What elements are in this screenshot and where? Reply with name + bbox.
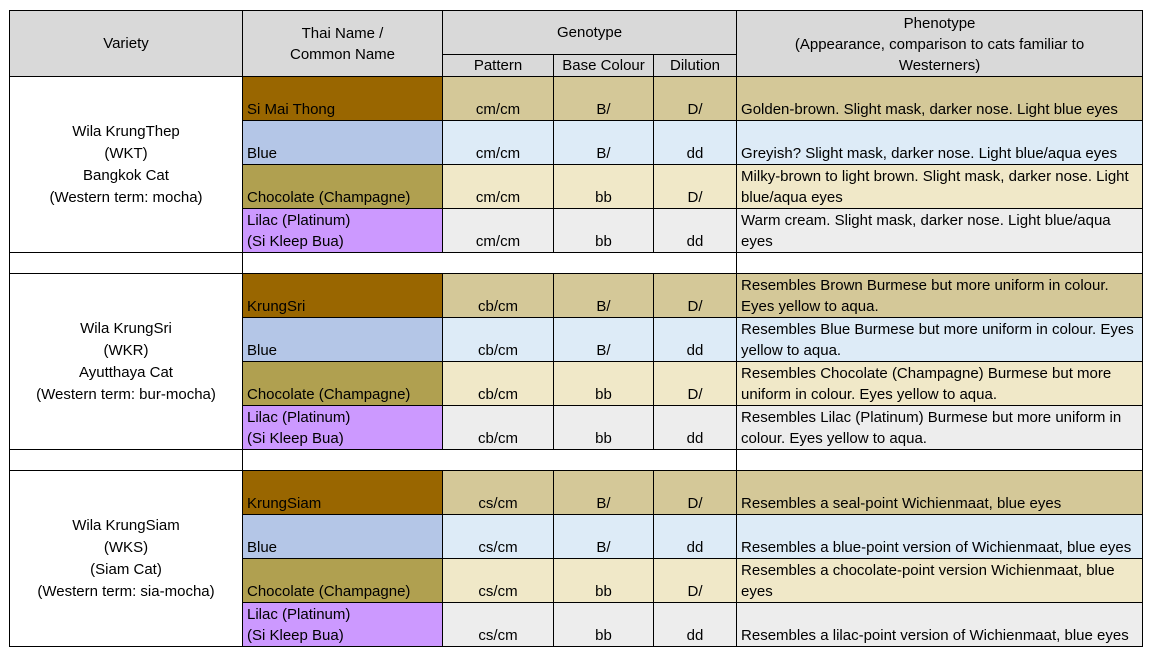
phenotype-cell — [737, 362, 1143, 406]
thai-name-cell — [243, 318, 443, 362]
table-body — [10, 77, 1143, 647]
dilution-cell-text: D/ — [687, 189, 703, 206]
thai-name-cell — [243, 165, 443, 209]
thai-name-cell — [243, 121, 443, 165]
spacer-cell — [737, 253, 1143, 274]
header-base-colour: Base Colour — [554, 55, 654, 77]
base-colour-cell — [554, 471, 654, 515]
phenotype-cell-text: Greyish? Slight mask, darker nose. Light blue/aqua eyes — [741, 145, 1118, 162]
pattern-cell — [443, 362, 554, 406]
thai-name-cell — [243, 209, 443, 253]
thai-name-cell-text: Blue — [247, 539, 278, 556]
dilution-cell-text: dd — [686, 539, 704, 556]
spacer-cell — [243, 450, 443, 471]
pattern-cell — [443, 603, 554, 647]
thai-name-cell — [243, 274, 443, 318]
phenotype-cell-text: Resembles a lilac-point version of Wichienmaat, blue eyes — [741, 627, 1129, 644]
variety-line: Wila KrungThep — [72, 122, 180, 140]
phenotype-cell — [737, 471, 1143, 515]
table-row — [10, 471, 1143, 515]
pattern-cell — [443, 121, 554, 165]
header-dilution: Dilution — [654, 55, 737, 77]
base-colour-cell — [554, 121, 654, 165]
header-pattern: Pattern — [443, 55, 554, 77]
dilution-cell — [654, 362, 737, 406]
variety-line: Wila KrungSri — [80, 319, 172, 337]
dilution-cell — [654, 559, 737, 603]
spacer-cell — [737, 450, 1143, 471]
pattern-cell — [443, 165, 554, 209]
pattern-cell — [443, 515, 554, 559]
dilution-cell-text: dd — [686, 430, 704, 447]
pattern-cell — [443, 559, 554, 603]
base-colour-cell-text: B/ — [596, 298, 611, 315]
thai-name-cell-text: Blue — [247, 145, 278, 162]
base-colour-cell — [554, 362, 654, 406]
dilution-cell-text: dd — [686, 627, 704, 644]
variety-line: (Western term: sia-mocha) — [37, 582, 215, 600]
header-genotype: Genotype — [443, 11, 737, 55]
thai-name-cell-text: Blue — [247, 342, 278, 359]
variety-line: (Western term: bur-mocha) — [36, 385, 216, 403]
pattern-cell-text: cs/cm — [478, 583, 518, 600]
pattern-cell — [443, 406, 554, 450]
base-colour-cell — [554, 515, 654, 559]
base-colour-cell — [554, 559, 654, 603]
thai-name-cell-text: Chocolate (Champagne) — [247, 583, 411, 600]
variety-line: Wila KrungSiam — [72, 516, 180, 534]
phenotype-cell-text: Warm cream. Slight mask, darker nose. Light blue/aqua eyes — [741, 212, 1111, 250]
phenotype-cell — [737, 165, 1143, 209]
phenotype-cell-text: Resembles a chocolate-point version Wichienmaat, blue eyes — [741, 562, 1115, 600]
variety-cell — [10, 274, 243, 450]
thai-name-cell-text: Si Mai Thong — [247, 101, 336, 118]
spacer-cell — [554, 450, 654, 471]
phenotype-cell-text: Golden-brown. Slight mask, darker nose. Light blue eyes — [741, 101, 1118, 118]
thai-name-cell-text: KrungSiam — [247, 495, 322, 512]
thai-name-cell-text: Lilac (Platinum) (Si Kleep Bua) — [247, 409, 351, 447]
dilution-cell — [654, 209, 737, 253]
pattern-cell-text: cb/cm — [477, 342, 518, 359]
pattern-cell-text: cm/cm — [475, 145, 521, 162]
pattern-cell-text: cb/cm — [477, 386, 518, 403]
dilution-cell — [654, 121, 737, 165]
dilution-cell-text: D/ — [687, 583, 703, 600]
phenotype-cell — [737, 77, 1143, 121]
header-phenotype: Phenotype (Appearance, comparison to cats familiar to Westerners) — [737, 11, 1143, 77]
spacer-cell — [10, 253, 243, 274]
base-colour-cell-text: B/ — [596, 342, 611, 359]
phenotype-cell-text: Resembles a blue-point version of Wichienmaat, blue eyes — [741, 539, 1132, 556]
phenotype-cell — [737, 121, 1143, 165]
phenotype-cell-text: Milky-brown to light brown. Slight mask, darker nose. Light blue/aqua eyes — [741, 168, 1129, 206]
dilution-cell — [654, 274, 737, 318]
pattern-cell — [443, 77, 554, 121]
dilution-cell-text: dd — [686, 145, 704, 162]
phenotype-cell-text: Resembles Brown Burmese but more uniform in colour. Eyes yellow to aqua. — [741, 277, 1109, 315]
genotype-table — [9, 10, 1143, 647]
phenotype-cell — [737, 559, 1143, 603]
base-colour-cell-text: B/ — [596, 539, 611, 556]
variety-line: Bangkok Cat — [83, 166, 169, 184]
variety-line: Ayutthaya Cat — [79, 363, 173, 381]
base-colour-cell-text: B/ — [596, 101, 611, 118]
dilution-cell-text: D/ — [687, 495, 703, 512]
base-colour-cell — [554, 209, 654, 253]
dilution-cell — [654, 515, 737, 559]
dilution-cell — [654, 406, 737, 450]
pattern-cell-text: cm/cm — [475, 101, 521, 118]
dilution-cell — [654, 77, 737, 121]
base-colour-cell-text: bb — [595, 386, 612, 403]
thai-name-cell — [243, 362, 443, 406]
group-spacer — [10, 253, 1143, 274]
spacer-cell — [554, 253, 654, 274]
dilution-cell-text: dd — [686, 233, 704, 250]
spacer-cell — [443, 450, 554, 471]
base-colour-cell-text: B/ — [596, 145, 611, 162]
spacer-cell — [10, 450, 243, 471]
thai-name-cell — [243, 603, 443, 647]
thai-name-cell-text: Lilac (Platinum) (Si Kleep Bua) — [247, 212, 351, 250]
thai-name-cell-text: Chocolate (Champagne) — [247, 386, 411, 403]
variety-cell — [10, 471, 243, 647]
variety-line: (Western term: mocha) — [49, 188, 203, 206]
spacer-cell — [654, 450, 737, 471]
phenotype-cell-text: Resembles Blue Burmese but more uniform in colour. Eyes yellow to aqua. — [741, 321, 1134, 359]
variety-line: (WKR) — [103, 341, 149, 359]
pattern-cell-text: cb/cm — [477, 298, 518, 315]
pattern-cell — [443, 318, 554, 362]
base-colour-cell-text: bb — [595, 627, 612, 644]
thai-name-cell-text: KrungSri — [247, 298, 306, 315]
phenotype-cell — [737, 406, 1143, 450]
base-colour-cell-text: B/ — [596, 495, 611, 512]
base-colour-cell — [554, 406, 654, 450]
spacer-cell — [443, 253, 554, 274]
header-variety: Variety — [10, 11, 243, 77]
variety-line: (Siam Cat) — [90, 560, 162, 578]
header-thai-name: Thai Name / Common Name — [243, 11, 443, 77]
pattern-cell — [443, 274, 554, 318]
phenotype-cell — [737, 515, 1143, 559]
phenotype-cell-text: Resembles Chocolate (Champagne) Burmese but more uniform in colour. Eyes yellow to aqua. — [741, 365, 1112, 403]
dilution-cell — [654, 165, 737, 209]
base-colour-cell — [554, 603, 654, 647]
variety-cell — [10, 77, 243, 253]
table-row — [10, 77, 1143, 121]
dilution-cell-text: D/ — [687, 386, 703, 403]
thai-name-cell — [243, 559, 443, 603]
pattern-cell-text: cs/cm — [478, 495, 518, 512]
thai-name-cell — [243, 471, 443, 515]
variety-line: (WKT) — [104, 144, 148, 162]
base-colour-cell-text: bb — [595, 430, 612, 447]
thai-name-cell-text: Chocolate (Champagne) — [247, 189, 411, 206]
base-colour-cell-text: bb — [595, 583, 612, 600]
phenotype-cell-text: Resembles a seal-point Wichienmaat, blue eyes — [741, 495, 1062, 512]
dilution-cell-text: D/ — [687, 101, 703, 118]
group-spacer — [10, 450, 1143, 471]
pattern-cell-text: cs/cm — [478, 539, 518, 556]
spacer-cell — [243, 253, 443, 274]
base-colour-cell-text: bb — [595, 189, 612, 206]
base-colour-cell — [554, 77, 654, 121]
base-colour-cell — [554, 274, 654, 318]
pattern-cell — [443, 209, 554, 253]
phenotype-cell — [737, 274, 1143, 318]
table-row — [10, 274, 1143, 318]
pattern-cell — [443, 471, 554, 515]
variety-line: (WKS) — [103, 538, 149, 556]
phenotype-cell — [737, 318, 1143, 362]
dilution-cell-text: dd — [686, 342, 704, 359]
pattern-cell-text: cb/cm — [477, 430, 518, 447]
thai-name-cell-text: Lilac (Platinum) (Si Kleep Bua) — [247, 606, 351, 644]
phenotype-cell-text: Resembles Lilac (Platinum) Burmese but more uniform in colour. Eyes yellow to aqua. — [741, 409, 1122, 447]
phenotype-cell — [737, 603, 1143, 647]
pattern-cell-text: cm/cm — [475, 189, 521, 206]
base-colour-cell — [554, 318, 654, 362]
thai-name-cell — [243, 515, 443, 559]
base-colour-cell — [554, 165, 654, 209]
spacer-cell — [654, 253, 737, 274]
thai-name-cell — [243, 406, 443, 450]
dilution-cell — [654, 318, 737, 362]
pattern-cell-text: cm/cm — [475, 233, 521, 250]
thai-name-cell — [243, 77, 443, 121]
dilution-cell — [654, 471, 737, 515]
pattern-cell-text: cs/cm — [478, 627, 518, 644]
dilution-cell-text: D/ — [687, 298, 703, 315]
phenotype-cell — [737, 209, 1143, 253]
dilution-cell — [654, 603, 737, 647]
base-colour-cell-text: bb — [595, 233, 612, 250]
